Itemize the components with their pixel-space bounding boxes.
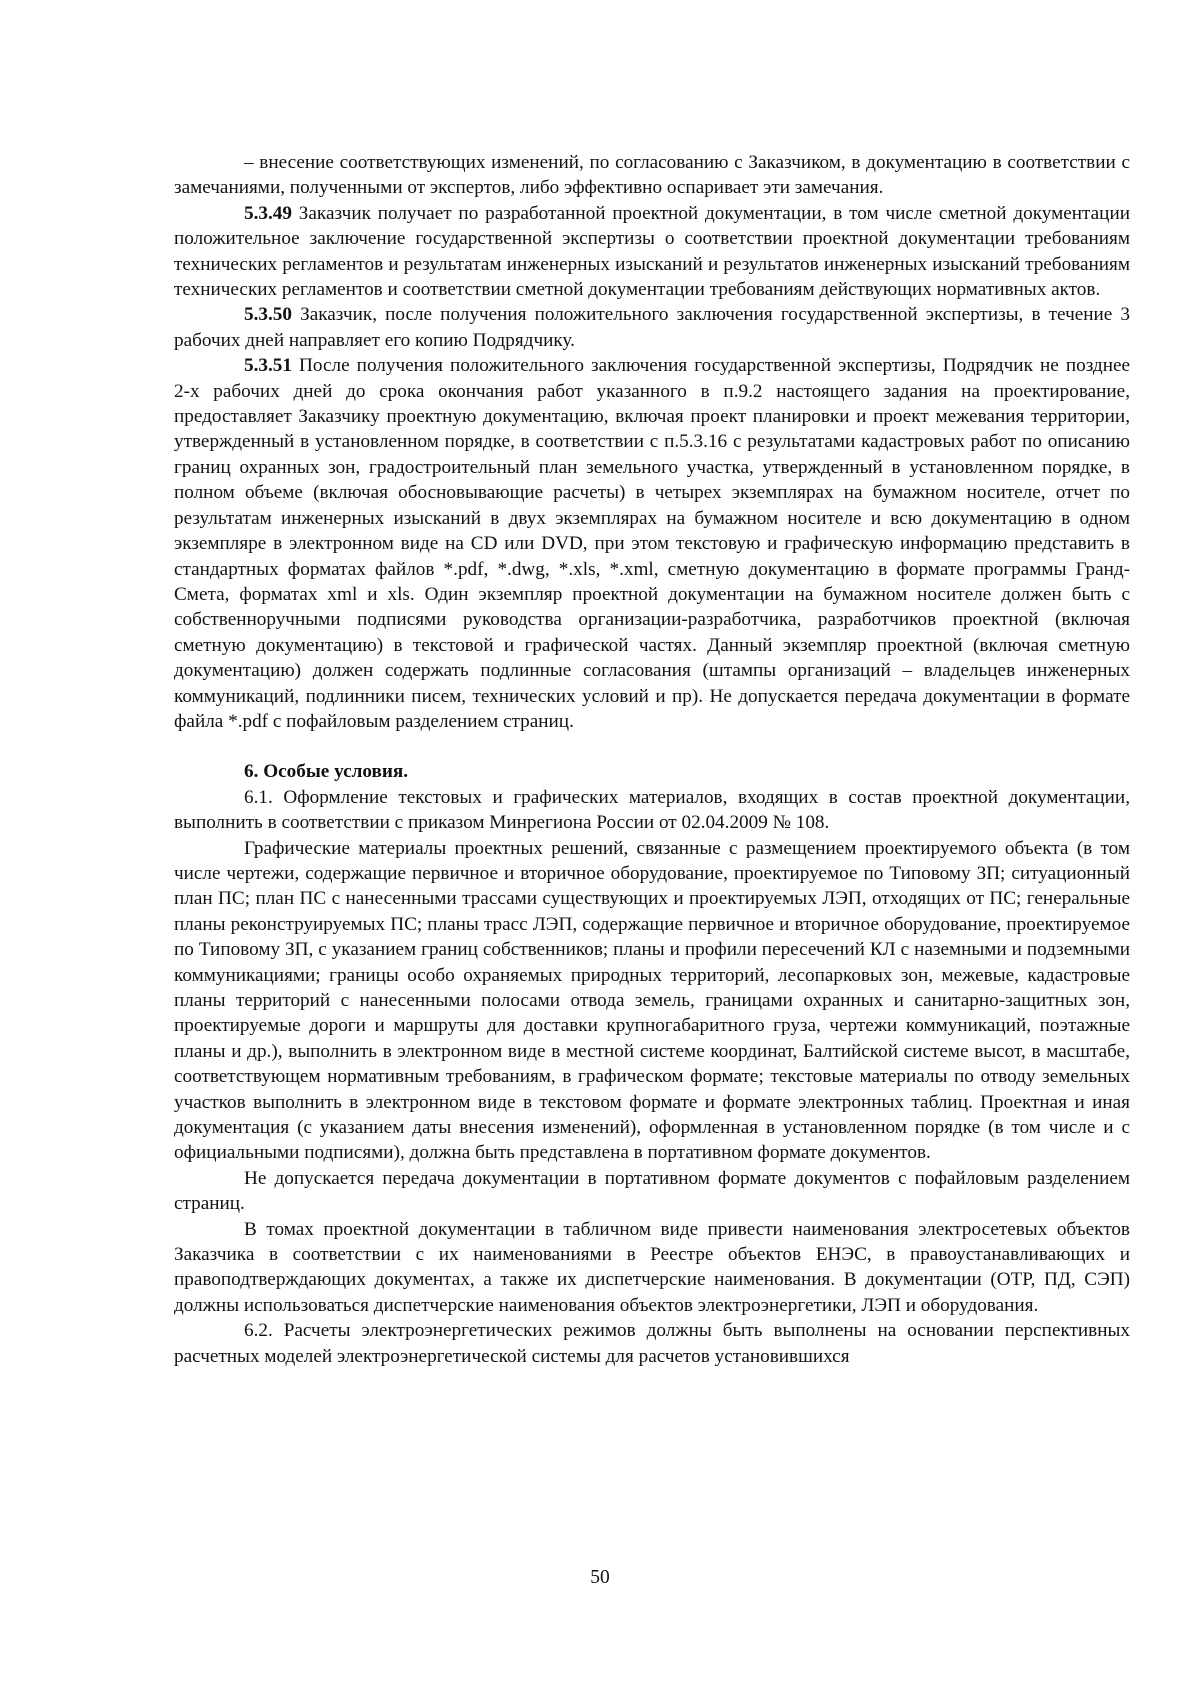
paragraph-5-3-49 — [174, 201, 1130, 303]
clause-number: 5.3.50 — [244, 304, 292, 326]
paragraph-5-3-50 — [174, 302, 1130, 353]
clause-text: После получения положительного заключения государственной экспертизы, Подрядчик не позднее 2-х рабочих дней до срока окончания работ указанного в п.9.2 настоящего задания на проектирование, предоставляет Заказчику проектную документацию, включая проект планировки и проект межевания территории, утвержденный в установленном порядке, в соответствии с п.5.3.16 с результатами кадастровых работ по описанию границ охранных зон, градостроительный план земельного участка, утвержденный в установленном порядке, в полном объеме (включая обосновывающие расчеты) в четырех экземплярах на бумажном носителе, отчет по результатам инженерных изысканий в двух экземплярах на бумажном носителе и всю документацию в одном экземпляре в электронном виде на CD или DVD, при этом текстовую и графическую информацию представить в стандартных форматах файлов *.pdf, *.dwg, *.xls, *.xml, сметную документацию в формате программы Гранд-Смета, форматах xml и xls. Один экземпляр проектной документации на бумажном носителе должен быть с собственноручными подписями руководства организации-разработчика, разработчиков проектной (включая сметную документацию) в текстовой и графической частях. Данный экземпляр проектной (включая сметную документацию) должен содержать подлинные согласования (штампы организаций – владельцев инженерных коммуникаций, подлинники писем, технических условий и пр). Не допускается передача документации в формате файла *.pdf с пофайловым разделением страниц. — [174, 355, 1130, 732]
paragraph-volumes-naming: В томах проектной документации в табличном виде привести наименования электросетевых объектов Заказчика в соответствии с их наименованиями в Реестре объектов ЕНЭС, в правоустанавливающих и правоподтверждающих документах, а также их диспетчерские наименования. В документации (ОТР, ПД, СЭП) должны использоваться диспетчерские наименования объектов электроэнергетики, ЛЭП и оборудования. — [174, 1218, 1130, 1316]
paragraph-5-3-51 — [174, 353, 1130, 734]
section-heading-special-conditions: 6. Особые условия. — [244, 761, 409, 783]
clause-text: Заказчик, после получения положительного заключения государственной экспертизы, в течение 3 рабочих дней направляет его копию Подрядчику. — [174, 304, 1130, 351]
clause-number: 5.3.51 — [244, 355, 292, 377]
paragraph-6-1: 6.1. Оформление текстовых и графических материалов, входящих в состав проектной документации, выполнить в соответствии с приказом Минрегиона России от 02.04.2009 № 108. — [174, 786, 1130, 834]
page-number: 50 — [590, 1567, 610, 1588]
document-page — [174, 150, 1130, 1369]
blank-line — [174, 734, 1130, 759]
paragraph-objections: – внесение соответствующих изменений, по согласованию с Заказчиком, в документацию в соответствии с замечаниями, полученными от экспертов, либо эффективно оспаривает эти замечания. — [174, 152, 1130, 199]
paragraph-no-split-pdf: Не допускается передача документации в портативном формате документов с пофайловым разделением страниц. — [174, 1167, 1130, 1215]
clause-number: 5.3.49 — [244, 202, 292, 224]
paragraph-graphic-materials: Графические материалы проектных решений, связанные с размещением проектируемого объекта (в том числе чертежи, содержащие первичное и вторичное оборудование, проектируемое по Типовому ЗП; ситуационный план ПС; план ПС с нанесенными трассами существующих и проектируемых ЛЭП, отходящих от ПС; генеральные планы реконструируемых ПС; планы трасс ЛЭП, содержащие первичное и вторичное оборудование, проектируемое по Типовому ЗП, с указанием границ собственников; планы и профили пересечений КЛ с наземными и подземными коммуникациями; границы особо охраняемых природных территорий, лесопарковых зон, межевые, кадастровые планы территорий с нанесенными полосами отвода земель, границами охранных и санитарно-защитных зон, проектируемые дороги и маршруты для доставки крупногабаритного груза, чертежи коммуникаций, поэтажные планы и др.), выполнить в электронном виде в местной системе координат, Балтийской системе высот, в масштабе, соответствующем нормативным требованиям, в графическом формате; текстовые материалы по отводу земельных участков выполнить в электронном виде в текстовом формате и формате электронных таблиц. Проектная и иная документация (с указанием даты внесения изменений), оформленная в установленном порядке (в том числе и с официальными подписями), должна быть представлена в портативном формате документов. — [174, 837, 1130, 1164]
clause-text: Заказчик получает по разработанной проектной документации, в том числе сметной документации положительное заключение государственной экспертизы о соответствии проектной документации требованиям технических регламентов и результатам инженерных изысканий и результатов инженерных изысканий требованиям технических регламентов и соответствии сметной документации требованиям действующих нормативных актов. — [174, 202, 1130, 301]
paragraph-6-2: 6.2. Расчеты электроэнергетических режимов должны быть выполнены на основании перспективных расчетных моделей электроэнергетической системы для расчетов установившихся — [174, 1320, 1130, 1367]
